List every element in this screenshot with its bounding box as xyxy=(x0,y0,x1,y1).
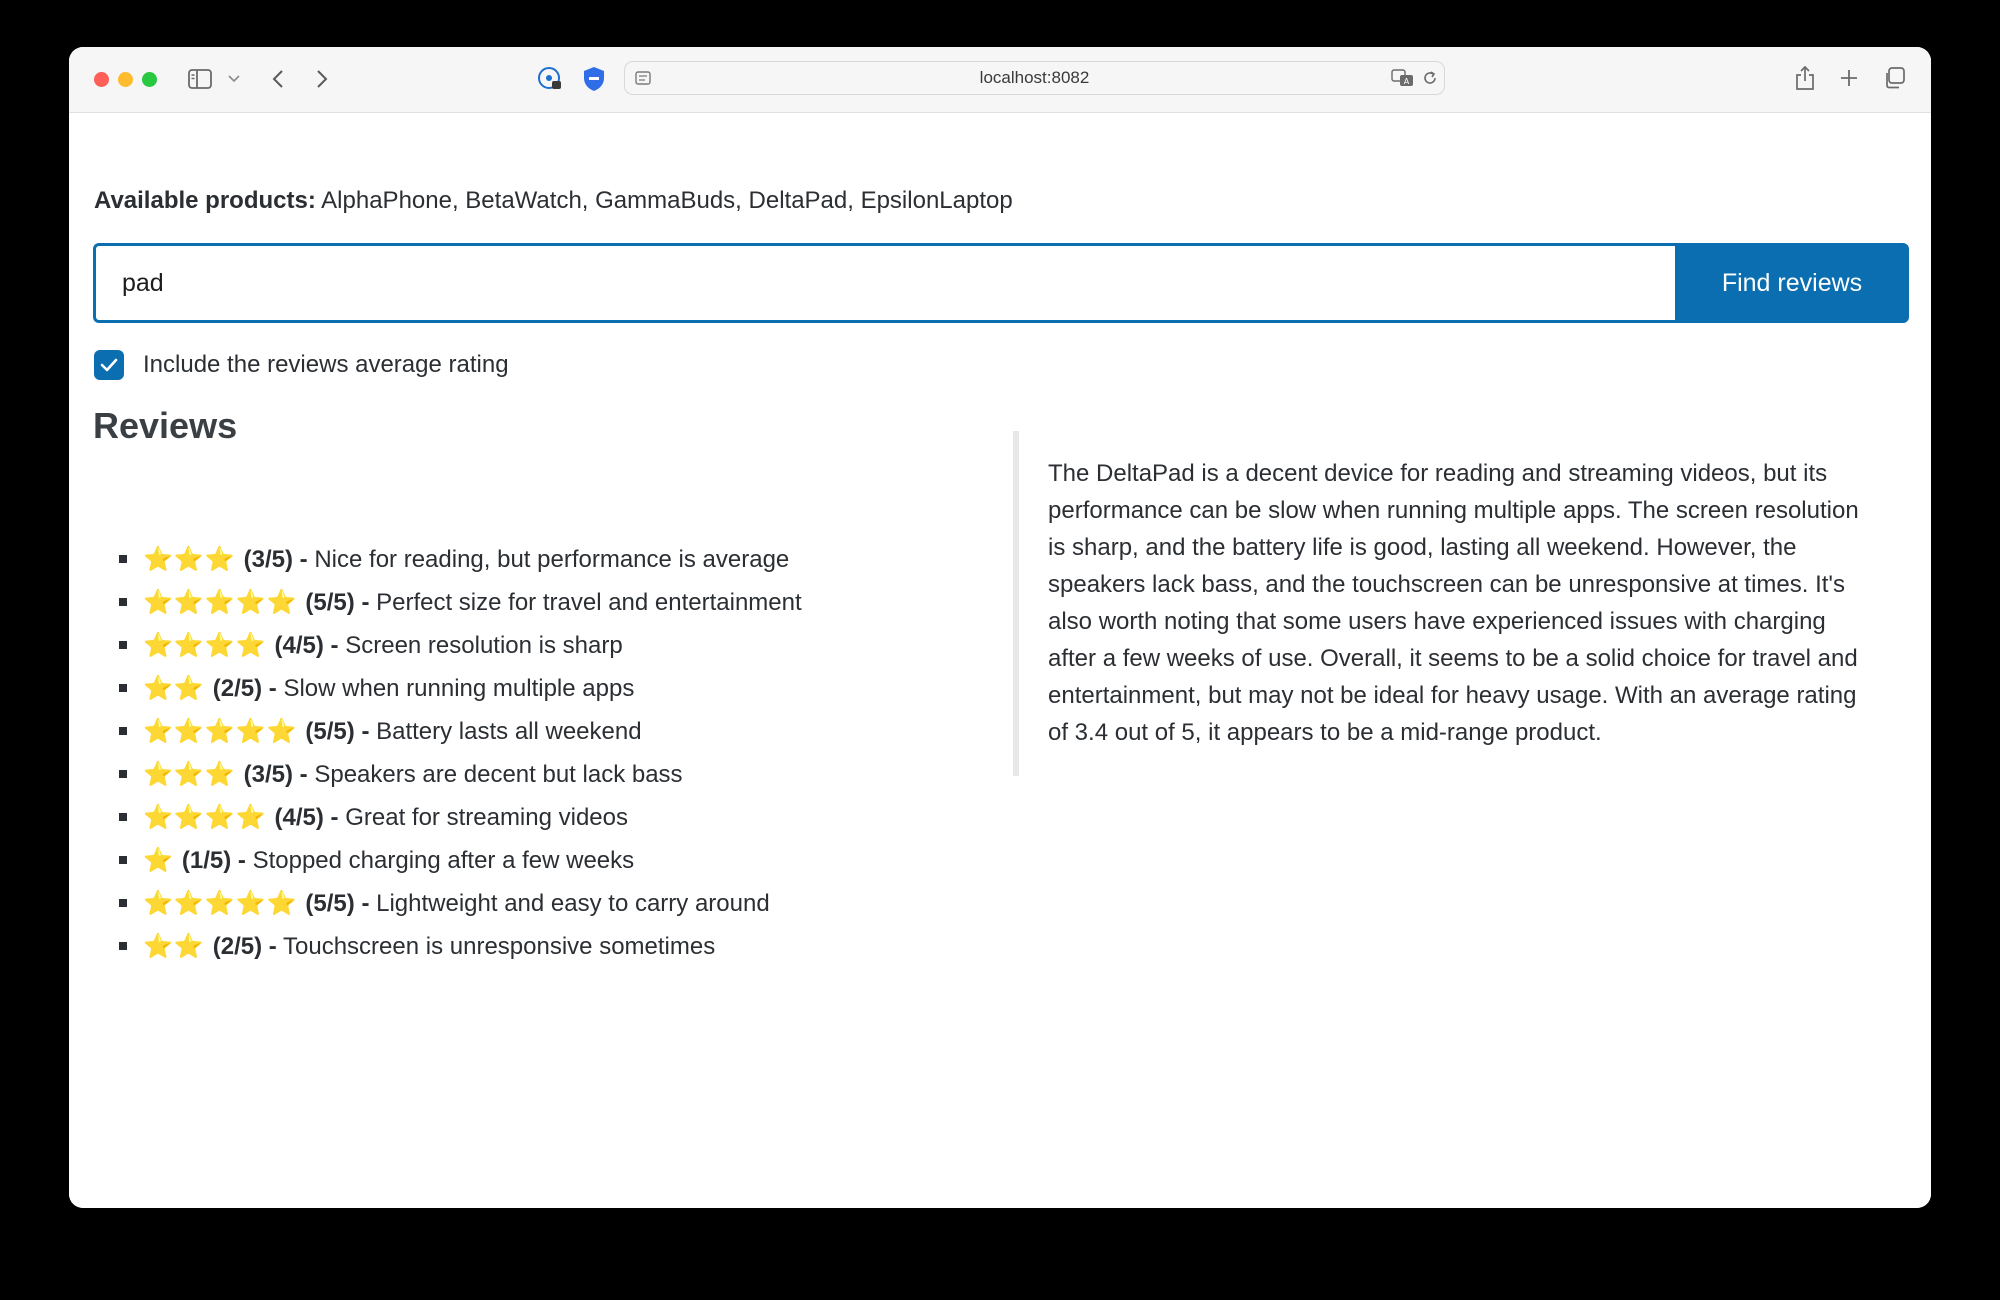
review-rating: (4/5) - xyxy=(274,804,339,831)
review-item xyxy=(119,538,802,581)
star-rating-icons: ⭐ xyxy=(143,847,174,874)
review-rating: (5/5) - xyxy=(305,589,370,616)
review-summary xyxy=(1013,431,1875,776)
star-rating-icons: ⭐⭐⭐ xyxy=(143,546,236,573)
bullet xyxy=(119,641,127,649)
review-rating: (3/5) - xyxy=(243,761,308,788)
checkmark-icon xyxy=(100,358,118,372)
review-item xyxy=(119,667,802,710)
bullet xyxy=(119,856,127,864)
bullet xyxy=(119,598,127,606)
review-text: Lightweight and easy to carry around xyxy=(376,890,770,917)
shield-icon[interactable] xyxy=(581,65,607,93)
review-rating: (2/5) - xyxy=(212,675,277,702)
star-rating-icons: ⭐⭐⭐⭐ xyxy=(143,804,267,831)
review-text: Slow when running multiple apps xyxy=(283,675,635,702)
share-icon[interactable] xyxy=(1793,63,1817,93)
bullet xyxy=(119,727,127,735)
review-text: Great for streaming videos xyxy=(345,804,629,831)
available-products-list: AlphaPhone, BetaWatch, GammaBuds, DeltaPad, EpsilonLaptop xyxy=(321,187,1013,214)
review-text: Battery lasts all weekend xyxy=(376,718,642,745)
sidebar-icon[interactable] xyxy=(187,67,213,91)
star-rating-icons: ⭐⭐⭐⭐⭐ xyxy=(143,589,298,616)
review-item xyxy=(119,710,802,753)
chevron-down-icon[interactable] xyxy=(227,69,241,89)
bullet xyxy=(119,684,127,692)
review-item xyxy=(119,753,802,796)
password-key-icon[interactable] xyxy=(536,65,564,93)
review-rating: (1/5) - xyxy=(181,847,246,874)
review-item xyxy=(119,882,802,925)
review-text: Stopped charging after a few weeks xyxy=(252,847,635,874)
address-bar[interactable] xyxy=(624,61,1445,95)
bullet xyxy=(119,813,127,821)
review-item xyxy=(119,624,802,667)
svg-text:A: A xyxy=(1403,77,1410,86)
star-rating-icons: ⭐⭐ xyxy=(143,675,205,702)
review-rating: (5/5) - xyxy=(305,718,370,745)
review-item xyxy=(119,839,802,882)
translate-icon[interactable] xyxy=(1390,67,1416,89)
review-text: Speakers are decent but lack bass xyxy=(314,761,683,788)
new-tab-icon[interactable] xyxy=(1838,67,1860,89)
review-item xyxy=(119,581,802,624)
search-form xyxy=(93,243,1909,323)
bullet xyxy=(119,770,127,778)
browser-window xyxy=(69,47,1931,1208)
review-item xyxy=(119,796,802,839)
bullet xyxy=(119,899,127,907)
zoom-window-button[interactable] xyxy=(142,72,157,87)
include-average-option[interactable] xyxy=(94,349,509,381)
review-text: Screen resolution is sharp xyxy=(345,632,623,659)
star-rating-icons: ⭐⭐⭐⭐⭐ xyxy=(143,890,298,917)
product-search-input[interactable] xyxy=(93,243,1675,323)
star-rating-icons: ⭐⭐ xyxy=(143,933,205,960)
review-rating: (2/5) - xyxy=(212,933,277,960)
find-reviews-button[interactable]: Find reviews xyxy=(1675,243,1909,323)
back-icon[interactable] xyxy=(268,67,288,91)
review-text: Perfect size for travel and entertainment xyxy=(376,589,802,616)
star-rating-icons: ⭐⭐⭐ xyxy=(143,761,236,788)
include-average-label: Include the reviews average rating xyxy=(143,351,509,378)
review-item xyxy=(119,925,802,968)
reload-icon[interactable] xyxy=(1420,67,1440,89)
review-text: Nice for reading, but performance is average xyxy=(314,546,790,573)
bullet xyxy=(119,555,127,563)
reviews-list xyxy=(119,538,802,968)
review-text: Touchscreen is unresponsive sometimes xyxy=(283,933,716,960)
review-rating: (3/5) - xyxy=(243,546,308,573)
review-summary-text: The DeltaPad is a decent device for reading and streaming videos, but its performance can be slow when running multiple apps. The screen resolution is sharp, and the battery life is good, lasting all weekend. However, the speakers lack bass, and the touchscreen can be unresponsive at times. It's also worth noting that some users have experienced issues with charging after a few weeks of use. Overall, it seems to be a solid choice for travel and entertainment, but may not be ideal for heavy usage. With an average rating of 3.4 out of 5, it appears to be a mid-range product. xyxy=(1048,460,1859,746)
tabs-overview-icon[interactable] xyxy=(1882,66,1906,90)
available-products-label: Available products: xyxy=(94,187,316,214)
include-average-checkbox[interactable] xyxy=(94,350,124,380)
review-rating: (4/5) - xyxy=(274,632,339,659)
available-products xyxy=(94,187,1013,215)
star-rating-icons: ⭐⭐⭐⭐ xyxy=(143,632,267,659)
close-window-button[interactable] xyxy=(94,72,109,87)
review-rating: (5/5) - xyxy=(305,890,370,917)
forward-icon[interactable] xyxy=(312,67,332,91)
address-url: localhost:8082 xyxy=(979,68,1090,87)
reviews-heading: Reviews xyxy=(93,405,238,446)
browser-toolbar xyxy=(69,47,1931,113)
minimize-window-button[interactable] xyxy=(118,72,133,87)
bullet xyxy=(119,942,127,950)
star-rating-icons: ⭐⭐⭐⭐⭐ xyxy=(143,718,298,745)
page-content xyxy=(69,113,1931,1208)
